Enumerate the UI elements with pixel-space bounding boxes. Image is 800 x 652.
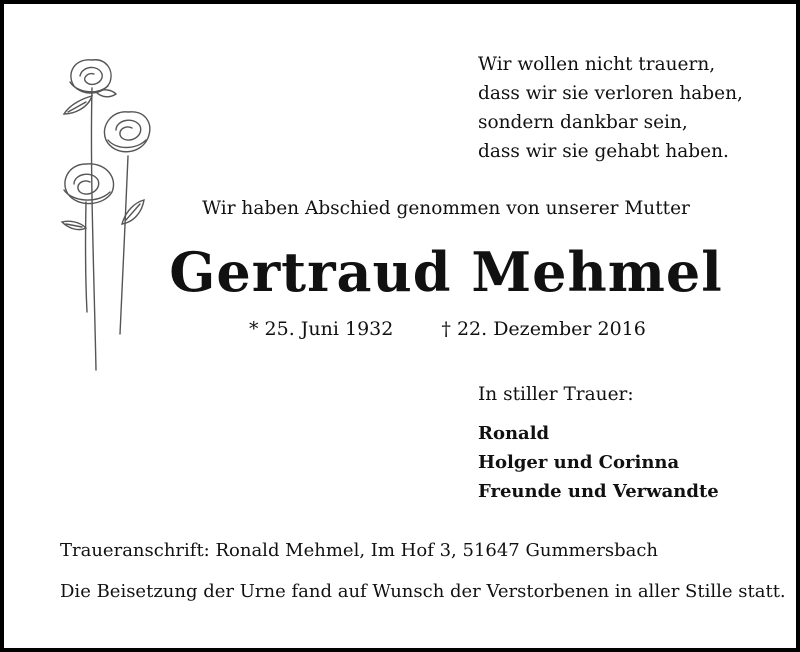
mourning-address: Traueranschrift: Ronald Mehmel, Im Hof 3, 51647 Gummersbach: [60, 540, 659, 561]
mourner-name: Holger und Corinna: [478, 452, 680, 473]
poem-line: dass wir sie gehabt haben.: [478, 141, 729, 162]
death-date: † 22. Dezember 2016: [441, 318, 646, 340]
mourner-name: Freunde und Verwandte: [478, 481, 719, 502]
birth-date: * 25. Juni 1932: [249, 318, 394, 340]
deceased-name: Gertraud Mehmel: [169, 240, 723, 304]
announcement-intro: Wir haben Abschied genommen von unserer Mutter: [202, 198, 690, 219]
poem-line: sondern dankbar sein,: [478, 112, 688, 133]
poem-line: Wir wollen nicht trauern,: [478, 54, 716, 75]
poem: [478, 50, 743, 166]
mourners-block: [478, 384, 719, 506]
burial-note: Die Beisetzung der Urne fand auf Wunsch der Verstorbenen in aller Stille statt.: [60, 581, 786, 602]
mourner-name: Ronald: [478, 423, 550, 444]
poem-line: dass wir sie verloren haben,: [478, 83, 743, 104]
mourners-label: In stiller Trauer:: [478, 384, 634, 405]
life-dates: [249, 318, 646, 340]
